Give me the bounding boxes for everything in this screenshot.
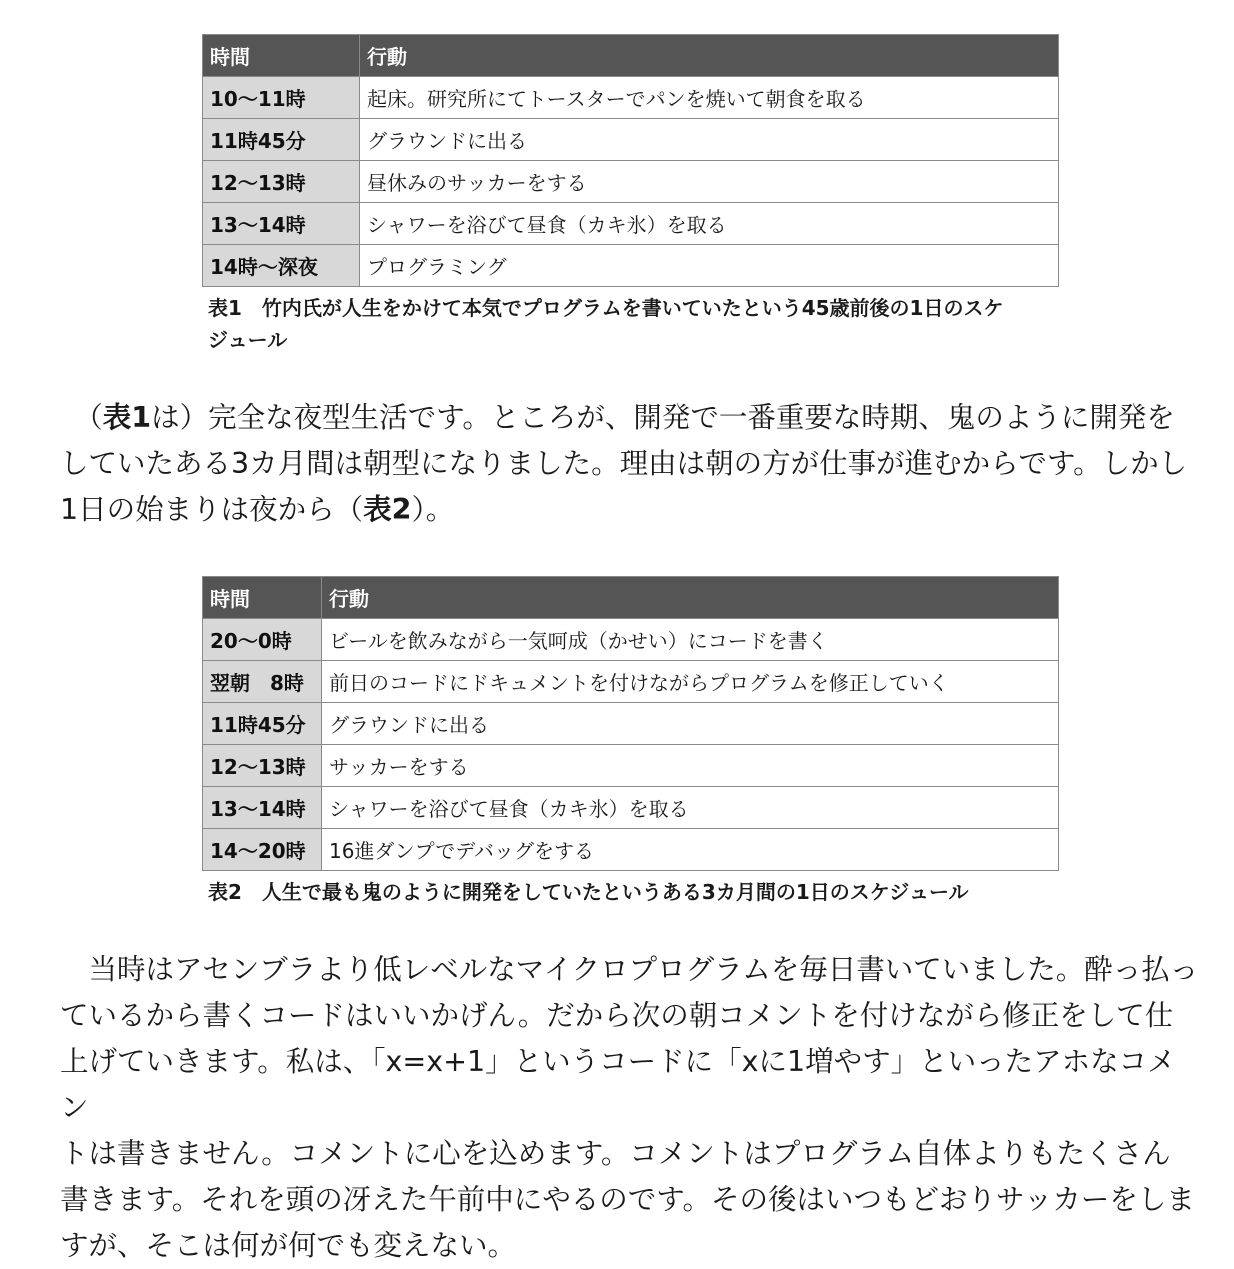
paragraph-text: ）。 <box>411 493 455 526</box>
paragraph-text: 1日の始まりは夜から（ <box>60 493 364 526</box>
paragraph-line <box>60 395 1200 441</box>
action-cell: 前日のコードにドキュメントを付けながらプログラムを修正していく <box>322 661 1059 703</box>
table-row <box>203 161 1059 203</box>
paragraph-line: トは書きません。コメントに心を込めます。コメントはプログラム自体よりもたくさん <box>60 1137 1171 1170</box>
schedule-table-2 <box>202 576 1059 871</box>
paragraph-line <box>60 487 1200 533</box>
table-row <box>203 745 1059 787</box>
action-cell: 昼休みのサッカーをする <box>360 161 1059 203</box>
table-row <box>203 245 1059 287</box>
time-cell: 11時45分 <box>203 119 360 161</box>
table-row <box>203 703 1059 745</box>
caption-line: ジュール <box>208 328 288 352</box>
paragraph-line: 書きます。それを頭の冴えた午前中にやるのです。その後はいつもどおりサッカーをしま <box>60 1183 1195 1216</box>
table-reference-1: 表1 <box>102 401 152 434</box>
table-row <box>203 787 1059 829</box>
time-cell: 11時45分 <box>203 703 322 745</box>
table-row <box>203 77 1059 119</box>
action-cell: サッカーをする <box>322 745 1059 787</box>
action-cell: 起床。研究所にてトースターでパンを焼いて朝食を取る <box>360 77 1059 119</box>
table-reference-2: 表2 <box>363 493 412 526</box>
caption-line: 表1 竹内氏が人生をかけて本気でプログラムを書いていたという45歳前後の1日のスケ <box>208 296 1004 320</box>
paragraph-text: は）完全な夜型生活です。ところが、開発で一番重要な時期、鬼のように開発を <box>151 401 1175 434</box>
time-cell: 20〜0時 <box>203 619 322 661</box>
time-cell: 14〜20時 <box>203 829 322 871</box>
time-cell: 13〜14時 <box>203 787 322 829</box>
column-header-action: 行動 <box>322 577 1059 619</box>
table-1-caption <box>208 292 1058 356</box>
time-cell: 12〜13時 <box>203 745 322 787</box>
table-row <box>203 829 1059 871</box>
time-cell: 10〜11時 <box>203 77 360 119</box>
action-cell: グラウンドに出る <box>322 703 1059 745</box>
paren-open: （ <box>88 401 103 434</box>
schedule-table-1 <box>202 34 1059 287</box>
indent <box>60 401 89 434</box>
time-cell: 翌朝 8時 <box>203 661 322 703</box>
body-paragraph-1 <box>60 395 1200 533</box>
column-header-time: 時間 <box>203 35 360 77</box>
paragraph-line: 上げていきます。私は、「x=x+1」というコードに「xに1増やす」といったアホなコメン <box>60 1045 1176 1124</box>
time-cell: 14時〜深夜 <box>203 245 360 287</box>
column-header-action: 行動 <box>360 35 1059 77</box>
time-cell: 12〜13時 <box>203 161 360 203</box>
action-cell: プログラミング <box>360 245 1059 287</box>
action-cell: 16進ダンプでデバッグをする <box>322 829 1059 871</box>
action-cell: シャワーを浴びて昼食（カキ氷）を取る <box>322 787 1059 829</box>
table-row <box>203 119 1059 161</box>
action-cell: ビールを飲みながら一気呵成（かせい）にコードを書く <box>322 619 1059 661</box>
paragraph-line: していたある3カ月間は朝型になりました。理由は朝の方が仕事が進むからです。しかし <box>60 447 1188 480</box>
table-row <box>203 619 1059 661</box>
action-cell: シャワーを浴びて昼食（カキ氷）を取る <box>360 203 1059 245</box>
table-row <box>203 661 1059 703</box>
action-cell: グラウンドに出る <box>360 119 1059 161</box>
paragraph-line: ているから書くコードはいいかげん。だから次の朝コメントを付けながら修正をして仕 <box>60 999 1174 1032</box>
table-2-caption: 表2 人生で最も鬼のように開発をしていたというある3カ月間の1日のスケジュール <box>208 880 969 904</box>
paragraph-line: すが、そこは何が何でも変えない。 <box>60 1229 517 1262</box>
table-header-row <box>203 577 1059 619</box>
column-header-time: 時間 <box>203 577 322 619</box>
body-paragraph-2 <box>60 947 1200 1269</box>
table-row <box>203 203 1059 245</box>
time-cell: 13〜14時 <box>203 203 360 245</box>
table-header-row <box>203 35 1059 77</box>
paragraph-line: 当時はアセンブラより低レベルなマイクロプログラムを毎日書いていました。酔っ払っ <box>60 953 1199 986</box>
